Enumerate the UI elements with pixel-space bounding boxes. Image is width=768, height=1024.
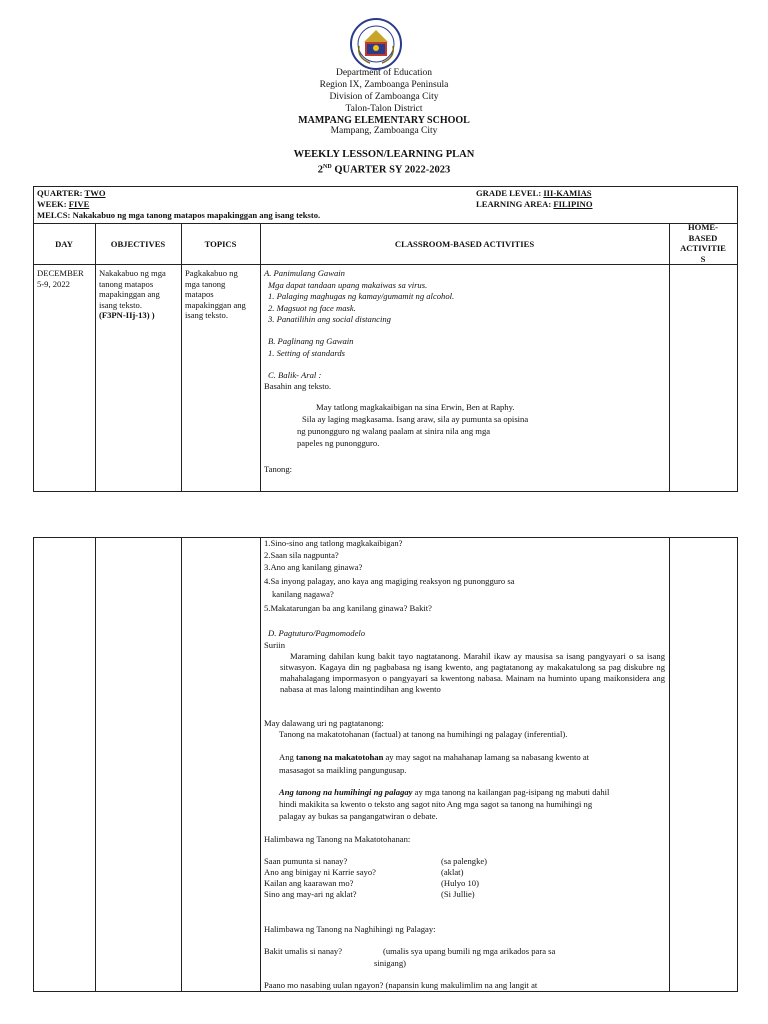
header-district: Talon-Talon District	[345, 104, 423, 114]
section-a-item: 2. Magsuot ng face mask.	[268, 303, 356, 313]
types-description: Tanong na makatotohanan (factual) at tanong na humihingi ng palagay (inferential).	[279, 729, 568, 739]
learning-area-field: LEARNING AREA: FILIPINO	[476, 199, 593, 209]
melcs-field: MELCS: Nakakabuo ng mga tanong matapos mapakinggan ang isang teksto.	[37, 210, 321, 220]
section-d-title: D. Pagtuturo/Pagmomodelo	[268, 628, 366, 638]
section-b-title: B. Paglinang ng Gawain	[268, 336, 354, 346]
section-b-item: 1. Setting of standards	[268, 348, 346, 358]
example-1-answer: (Si Jullie)	[441, 889, 475, 899]
example-1-title: Halimbawa ng Tanong na Makatotohanan:	[264, 834, 411, 844]
col-header-home-based: HOME- BASED ACTIVITIE S	[680, 222, 726, 264]
question-3: 3.Ano ang kanilang ginawa?	[264, 562, 363, 572]
example-2-answer-cont: sinigang)	[374, 958, 406, 968]
question-5: 5.Makatarungan ba ang kanilang ginawa? Bakit?	[264, 603, 432, 613]
header-address: Mampang, Zamboanga City	[330, 126, 438, 136]
section-a-title: A. Panimulang Gawain	[264, 268, 345, 278]
section-a-subtitle: Mga dapat tandaan upang makaiwas sa virus.	[268, 280, 428, 290]
makatotohanan-definition-cont: masasagot sa maikling pangungusap.	[279, 765, 407, 775]
question-4: 4.Sa inyong palagay, ano kaya ang magiging reaksyon ng punongguro sa	[264, 576, 515, 586]
example-1-question: Sino ang may-ari ng aklat?	[264, 889, 357, 899]
quarter-field: QUARTER: TWO	[37, 188, 106, 198]
tanong-label: Tanong:	[264, 464, 293, 474]
col-header-objectives: OBJECTIVES	[110, 239, 166, 249]
question-1: 1.Sino-sino ang tatlong magkakaibigan?	[264, 538, 403, 548]
story-line: ng punongguro ng walang paalam at sinira nila ang mga	[297, 426, 491, 436]
example-1-question: Ano ang binigay ni Karrie sayo?	[264, 867, 376, 877]
example-2-question: Paano mo nasabing uulan ngayon? (napansin kung makulimlim na ang langit at	[264, 980, 538, 990]
example-1-question: Kailan ang kaarawan mo?	[264, 878, 354, 888]
types-intro: May dalawang uri ng pagtatanong:	[264, 718, 384, 728]
day-cell: DECEMBER 5-9, 2022	[37, 268, 84, 289]
section-a-item: 3. Panatilihin ang social distancing	[268, 314, 391, 324]
palagay-definition-cont: hindi makikita sa kwento o teksto ang sagot nito Ang mga sagot sa tanong na humihingi ng	[279, 799, 593, 809]
example-2-answer: (umalis sya upang bumili ng mga arikados para sa	[383, 946, 556, 956]
topics-cell: Pagkakabuo ng mga tanong matapos mapakinggan ang isang teksto.	[185, 268, 246, 320]
header-dept: Department of Education	[335, 68, 433, 78]
header-division: Division of Zamboanga City	[329, 92, 439, 102]
suriin-label: Suriin	[264, 640, 286, 650]
example-1-answer: (sa palengke)	[441, 856, 488, 866]
makatotohanan-definition: Ang tanong na makatotohan ay may sagot na mahahanap lamang sa nabasang kwento at	[279, 752, 590, 762]
plan-title: WEEKLY LESSON/LEARNING PLAN	[293, 149, 475, 160]
example-1-answer: (Hulyo 10)	[441, 878, 479, 888]
header-school: MAMPANG ELEMENTARY SCHOOL	[298, 115, 470, 126]
week-field: WEEK: FIVE	[37, 199, 90, 209]
section-c-title: C. Balik- Aral :	[268, 370, 322, 380]
plan-quarter-sy: 2ND QUARTER SY 2022-2023	[317, 164, 451, 176]
example-2-question: Bakit umalis si nanay?	[264, 946, 343, 956]
story-line: May tatlong magkakaibigan na sina Erwin, Ben at Raphy.	[316, 402, 515, 412]
example-1-answer: (aklat)	[441, 867, 464, 877]
suriin-paragraph: Maraming dahilan kung bakit tayo nagtatanong. Marahil ikaw ay mausisa sa isang pangyayari o sa isang sitwasyon. Kagaya din ng pagbabasa ng isang kwento, ang pagtatanong ay makakatulong sa pag diskubre ng mahahalagang impormasyon o pangyayari sa kwentong nabasa. Mainam na huminto upang maikonsidera ang nabasa at mas lalong maintindihan ang kwento	[280, 651, 665, 694]
header-region: Region IX, Zamboanga Peninsula	[319, 80, 449, 90]
question-2: 2.Saan sila nagpunta?	[264, 550, 339, 560]
question-4-cont: kanilang nagawa?	[272, 589, 334, 599]
section-a-item: 1. Palaging maghugas ng kamay/gumamit ng alcohol.	[268, 291, 455, 301]
story-line: Sila ay laging magkasama. Isang araw, sila ay pumunta sa opisina	[302, 414, 529, 424]
example-1-question: Saan pumunta si nanay?	[264, 856, 348, 866]
example-2-title: Halimbawa ng Tanong na Naghihingi ng Palagay:	[264, 924, 436, 934]
col-header-activities: CLASSROOM-BASED ACTIVITIES	[394, 239, 535, 249]
story-line: papeles ng punongguro.	[297, 438, 380, 448]
objectives-cell: Nakakabuo ng mga tanong matapos mapakinggan ang isang teksto. (F3PN-IIj-13) )	[99, 268, 166, 320]
col-header-day: DAY	[55, 239, 73, 249]
grade-level-field: GRADE LEVEL: III-KAMIAS	[476, 188, 592, 198]
palagay-definition: Ang tanong na humihingi ng palagay ay mga tanong na kailangan pag-isipang ng mabuti dahil	[279, 787, 610, 797]
section-c-subtitle: Basahin ang teksto.	[264, 381, 332, 391]
deped-seal-logo	[350, 18, 402, 70]
palagay-definition-cont: palagay ay bukas sa pangangatwiran o debate.	[279, 811, 438, 821]
col-header-topics: TOPICS	[204, 239, 237, 249]
